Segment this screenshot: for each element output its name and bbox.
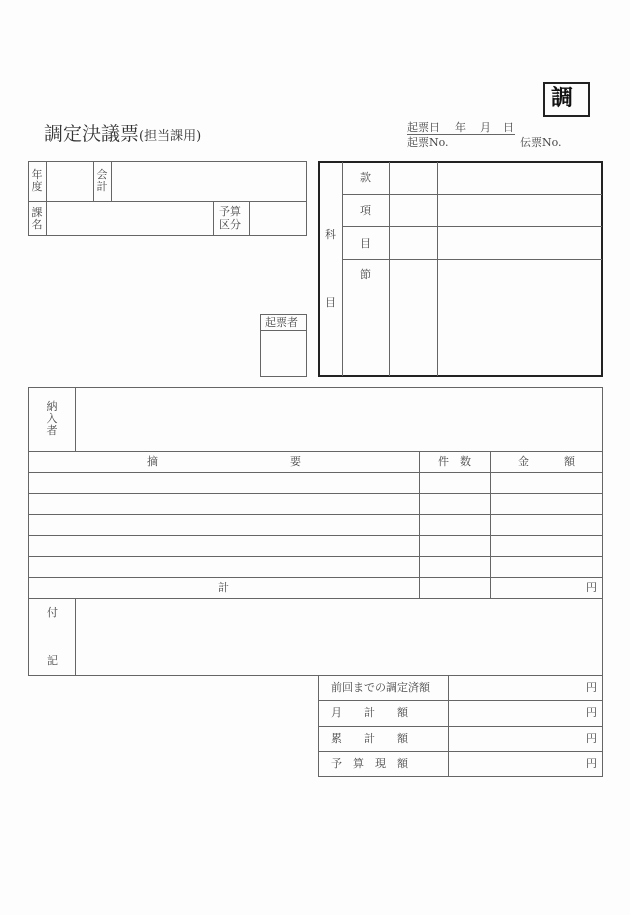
kamoku-setsu-name-field[interactable] [438,260,601,375]
kamoku-row-kan: 款 [360,171,371,184]
section-field[interactable] [47,202,213,236]
issue-date-label: 起票日 [407,121,440,134]
day-label: 日 [503,121,514,134]
summary-budget-field[interactable] [449,752,579,776]
fiscal-year-field[interactable] [47,162,93,201]
summary-label-monthly: 月 計 額 [331,706,408,719]
total-label: 計 [218,581,229,594]
issue-date-underline [407,134,515,135]
form-title-sub: (担当課用) [139,129,202,144]
section-label: 課名 [31,206,43,231]
row-line-0 [28,451,603,452]
row-line-6 [28,577,603,578]
kamoku-moku-code-field[interactable] [390,227,437,259]
payer-field[interactable] [76,388,602,451]
budget-class-label: 予算区分 [219,205,241,231]
summary-label-budget: 予 算 現 額 [331,757,408,770]
month-label: 月 [480,121,491,134]
summary-label-cumulative: 累 計 額 [331,732,408,745]
note-label-1: 付 [47,606,58,619]
line-item-5[interactable] [29,557,602,577]
form-title-main: 調定決議票 [44,123,140,145]
slip-no-label: 伝票No. [520,136,562,149]
kamoku-row-setsu: 節 [360,268,371,281]
line-item-1[interactable] [29,473,602,493]
form-title [44,123,201,148]
summary-monthly-field[interactable] [449,701,579,726]
fiscal-year-label: 年度 [31,168,43,193]
total-yen: 円 [586,581,597,594]
info-divider-v2 [93,161,94,201]
summary-prev-field[interactable] [449,676,579,700]
summary-cumulative-field[interactable] [449,727,579,751]
line-item-4[interactable] [29,536,602,556]
kamoku-label-bottom: 目 [325,296,336,309]
issuer-label: 起票者 [265,316,298,329]
summary-unit-cumulative: 円 [586,732,597,745]
stamp-label: 調 [551,86,574,111]
col-count: 件 数 [438,455,471,468]
kamoku-setsu-code-field[interactable] [390,260,437,375]
account-label: 会計 [96,168,108,193]
kamoku-row-moku: 目 [360,237,371,250]
budget-class-field[interactable] [250,202,306,236]
issuer-stamp-field[interactable] [261,331,306,376]
line-item-3[interactable] [29,515,602,535]
account-field[interactable] [112,162,306,201]
note-field[interactable] [76,599,602,675]
summary-unit-budget: 円 [586,757,597,770]
col-summary-1: 摘 [147,455,158,468]
summary-unit-monthly: 円 [586,706,597,719]
kamoku-kan-code-field[interactable] [390,162,437,194]
summary-unit-prev: 円 [586,681,597,694]
kamoku-kou-name-field[interactable] [438,195,601,226]
year-label: 年 [455,121,466,134]
kamoku-kou-code-field[interactable] [390,195,437,226]
kamoku-row-kou: 項 [360,204,371,217]
kamoku-label-top: 科 [325,228,336,241]
note-label-2: 記 [47,654,58,667]
issue-no-label: 起票No. [407,136,449,149]
summary-label-prev: 前回までの調定済額 [331,681,430,694]
info-divider-v4 [213,201,214,236]
payer-label: 納入者 [46,400,58,437]
kamoku-kan-name-field[interactable] [438,162,601,194]
line-item-2[interactable] [29,494,602,514]
col-amount-1: 金 [518,455,529,468]
kamoku-moku-name-field[interactable] [438,227,601,259]
col-summary-2: 要 [290,455,301,468]
col-amount-2: 額 [564,455,575,468]
